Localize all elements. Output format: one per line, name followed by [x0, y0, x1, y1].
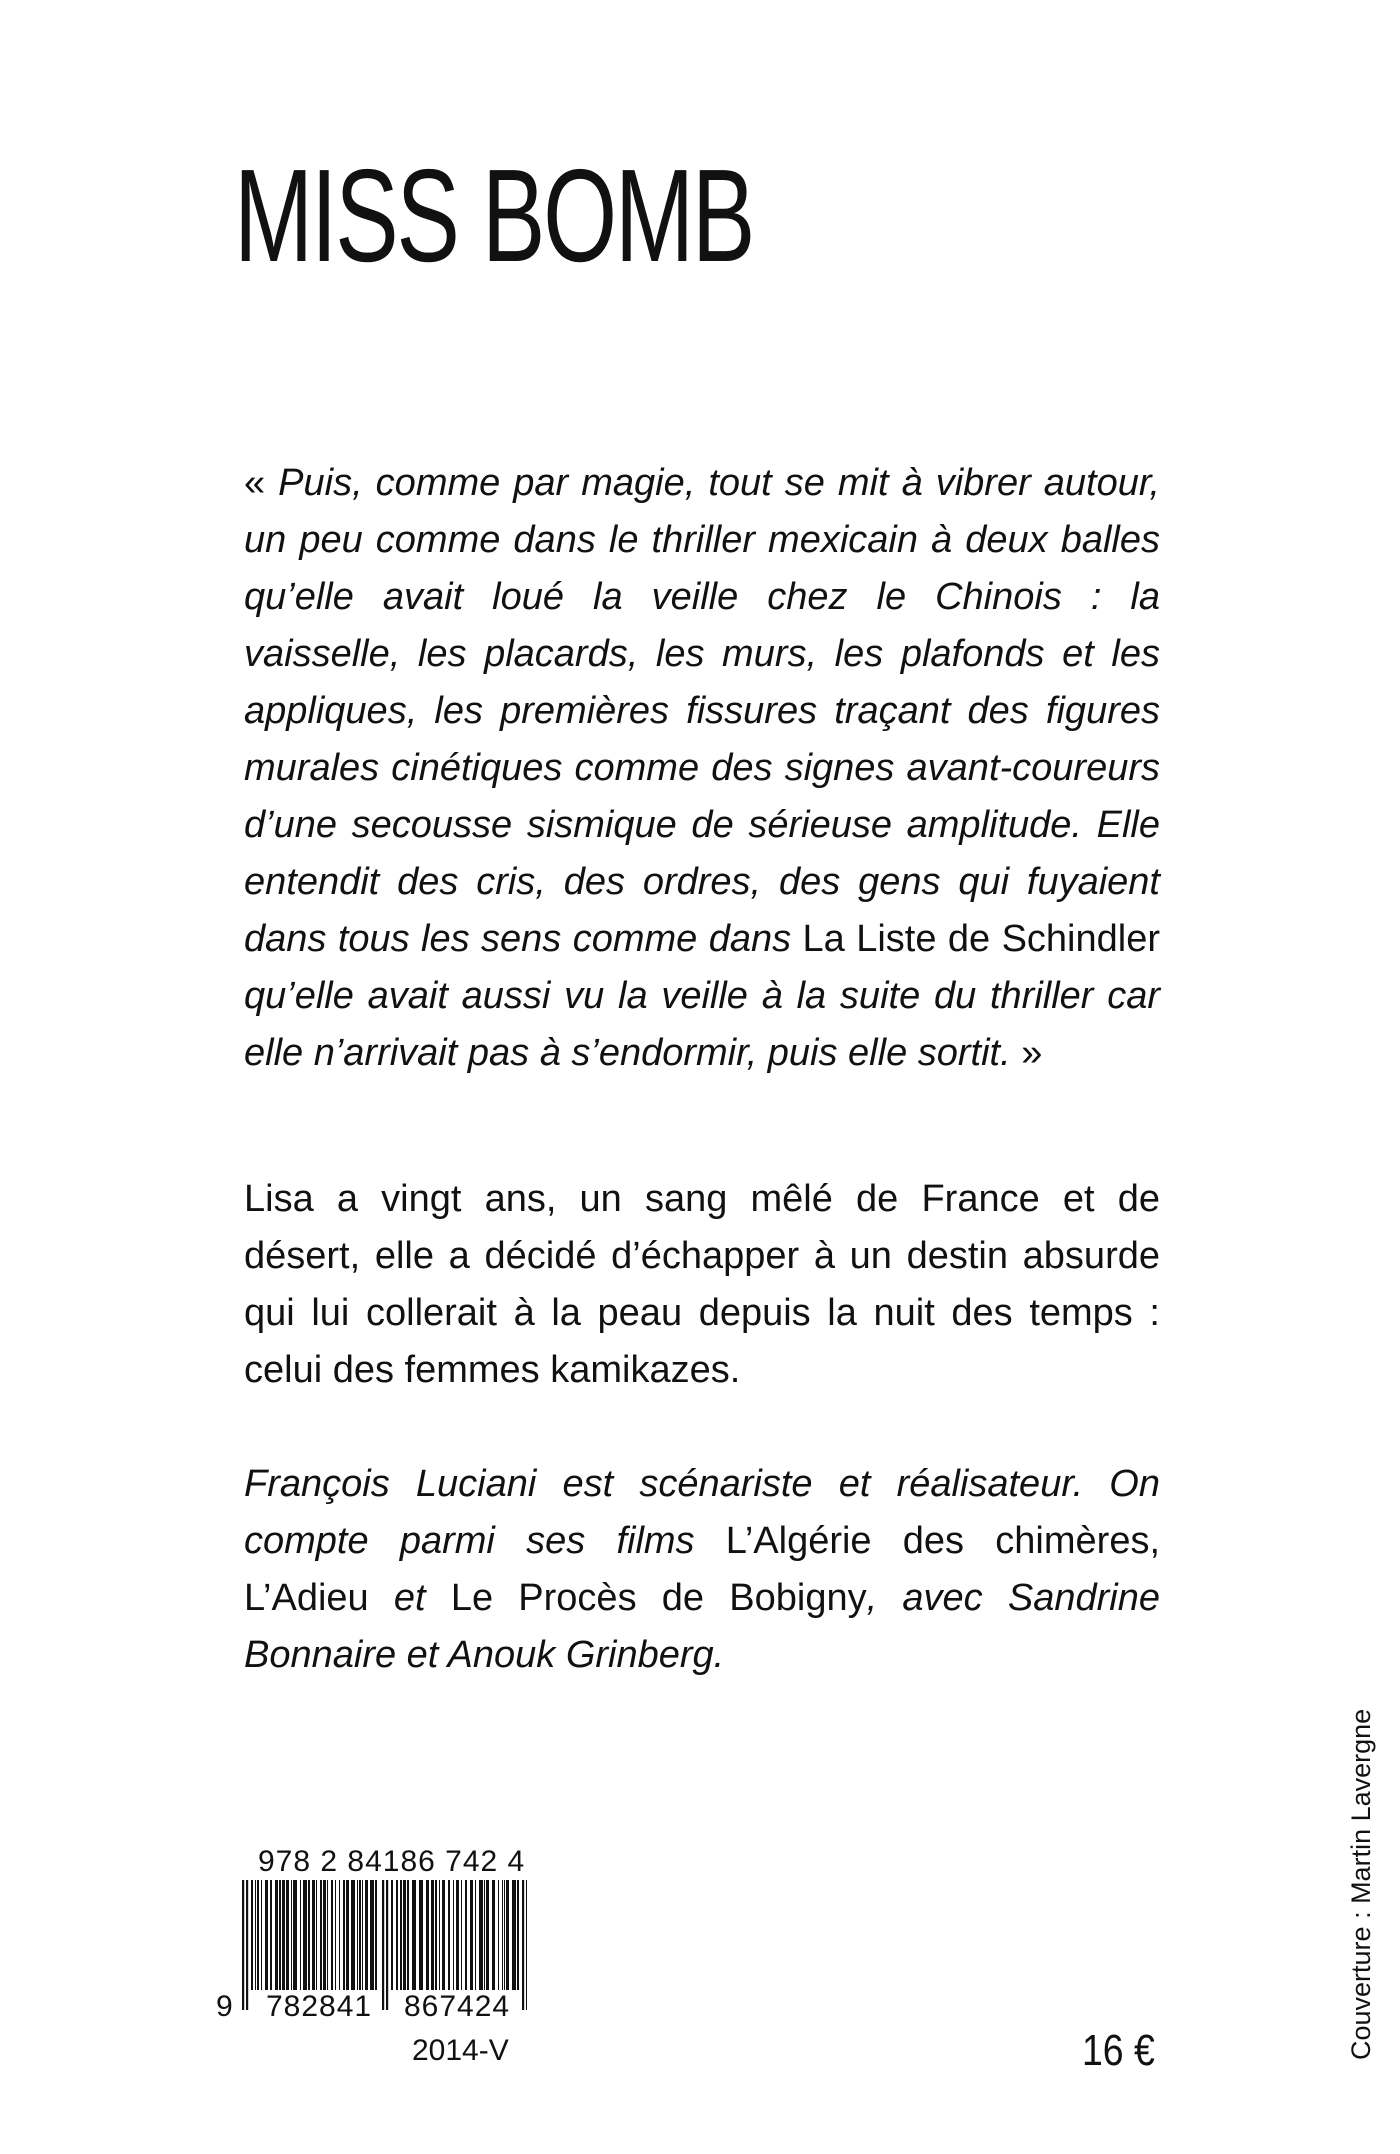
barcode-guard-bar	[246, 1880, 248, 2010]
barcode-bar	[442, 1880, 445, 1990]
barcode-bar	[251, 1880, 253, 1990]
barcode-bar	[331, 1880, 333, 1990]
barcode-digits-left: 782841	[262, 1990, 376, 2024]
barcode-bar	[335, 1880, 336, 1990]
barcode-bar	[391, 1880, 393, 1990]
barcode-bar	[475, 1880, 476, 1990]
barcode-bar	[320, 1880, 322, 1990]
author-run: et	[368, 1577, 451, 1619]
barcode-bar	[327, 1880, 328, 1990]
barcode-bar	[461, 1880, 462, 1990]
barcode-bar	[419, 1880, 423, 1990]
barcode-bar	[275, 1880, 278, 1990]
barcode-bar	[492, 1880, 495, 1990]
barcode-bar	[343, 1880, 345, 1990]
barcode-bar	[286, 1880, 289, 1990]
edition-code: 2014-V	[412, 2034, 509, 2067]
barcode-bar	[346, 1880, 349, 1990]
barcode-bar	[261, 1880, 262, 1990]
barcode-bar	[303, 1880, 307, 1990]
barcode-bar	[412, 1880, 416, 1990]
barcode-bar	[257, 1880, 259, 1990]
barcode-bar	[282, 1880, 285, 1990]
barcode-bar	[439, 1880, 440, 1990]
barcode-digits-right: 867424	[400, 1990, 514, 2024]
barcode-bar	[498, 1880, 499, 1990]
barcode-bar	[351, 1880, 355, 1990]
barcode-guard-bar	[382, 1880, 384, 2010]
barcode-bar	[479, 1880, 483, 1990]
barcode-bar	[426, 1880, 429, 1990]
barcode-bar	[486, 1880, 489, 1990]
barcode-bar	[504, 1880, 505, 1990]
barcode-bar	[312, 1880, 315, 1990]
quote-run: »	[1010, 1032, 1043, 1074]
barcode-bar	[470, 1880, 473, 1990]
isbn-number: 978 2 84186 742 4	[258, 1845, 526, 1878]
barcode-bar	[435, 1880, 437, 1990]
quote-run: Puis, comme par magie, tout se mit à vibrer autour, un peu comme dans le thriller mexicain à deux balles qu’elle avait loué la veille chez le Chinois : la vaisselle, les placards, les murs, les plafonds et les appliques, les premières fissures traçant des figures murales cinétiques comme des signes avant-coureurs d’une secousse sismique de sérieuse amplitude. Elle entendit des cris, des ordres, des gens qui fuyaient dans tous les sens comme dans	[244, 462, 1160, 960]
barcode-bar	[357, 1880, 358, 1990]
barcode-bar	[323, 1880, 326, 1990]
barcode-bar	[431, 1880, 434, 1990]
barcode-bar	[359, 1880, 361, 1990]
barcode-bar	[300, 1880, 301, 1990]
barcode-bar	[279, 1880, 281, 1990]
barcode-bar	[448, 1880, 450, 1990]
barcode-bar	[465, 1880, 467, 1990]
book-summary: Lisa a vingt ans, un sang mêlé de France et de désert, elle a décidé d’échapper à un destin absurde qui lui collerait à la peau depuis la nuit des temps : celui des femmes kamikazes.	[244, 1178, 1160, 1391]
quote-run: La Liste de Schindler	[802, 918, 1160, 960]
barcode-bar	[293, 1880, 297, 1990]
quote-run: qu’elle avait aussi vu la veille à la suite du thriller car elle n’arrivait pas à s’endormir, puis elle sortit.	[244, 975, 1160, 1074]
barcode-bar	[308, 1880, 310, 1990]
author-run: , avec Sandrine Bonnaire et Anouk Grinberg.	[244, 1577, 1160, 1676]
excerpt-quote	[244, 455, 1160, 1082]
price: 16 €	[1082, 2026, 1155, 2075]
barcode-bar	[502, 1880, 503, 1990]
barcode-lead-digit: 9	[216, 1990, 233, 2023]
barcode-guard-bar	[522, 1880, 524, 2010]
barcode-guard-bar	[526, 1880, 527, 2010]
barcode-guard-bar	[242, 1880, 244, 2010]
barcode-bar	[453, 1880, 454, 1990]
barcode-bar	[265, 1880, 268, 1990]
barcode-bar	[291, 1880, 292, 1990]
quote-run: «	[244, 462, 279, 504]
barcode-bar	[517, 1880, 519, 1990]
barcode-bar	[339, 1880, 340, 1990]
author-run: Le Procès de Bobigny	[450, 1577, 867, 1619]
barcode-bar	[512, 1880, 516, 1990]
barcode-bar	[456, 1880, 459, 1990]
barcode-guard-bar	[386, 1880, 388, 2010]
barcode-bar	[365, 1880, 368, 1990]
barcode-bar	[506, 1880, 509, 1990]
barcode-bar	[403, 1880, 406, 1990]
barcode-bar	[396, 1880, 398, 1990]
barcode-bar	[400, 1880, 402, 1990]
barcode-bar	[362, 1880, 363, 1990]
author-run: François Luciani est scénariste et réalisateur. On compte parmi ses films	[244, 1463, 1160, 1562]
barcode-bar	[375, 1880, 377, 1990]
barcode-bar	[255, 1880, 256, 1990]
barcode-bar	[407, 1880, 409, 1990]
author-run: L’Algérie des chimères, L’Adieu	[244, 1520, 1161, 1619]
author-bio	[244, 1456, 1160, 1684]
barcode-bar	[370, 1880, 374, 1990]
barcode-bar	[270, 1880, 272, 1990]
cover-credit: Couverture : Martin Lavergne	[1346, 1708, 1376, 2060]
book-title: MISS BOMB	[234, 142, 754, 289]
barcode-bar	[484, 1880, 485, 1990]
barcode-bar	[316, 1880, 317, 1990]
